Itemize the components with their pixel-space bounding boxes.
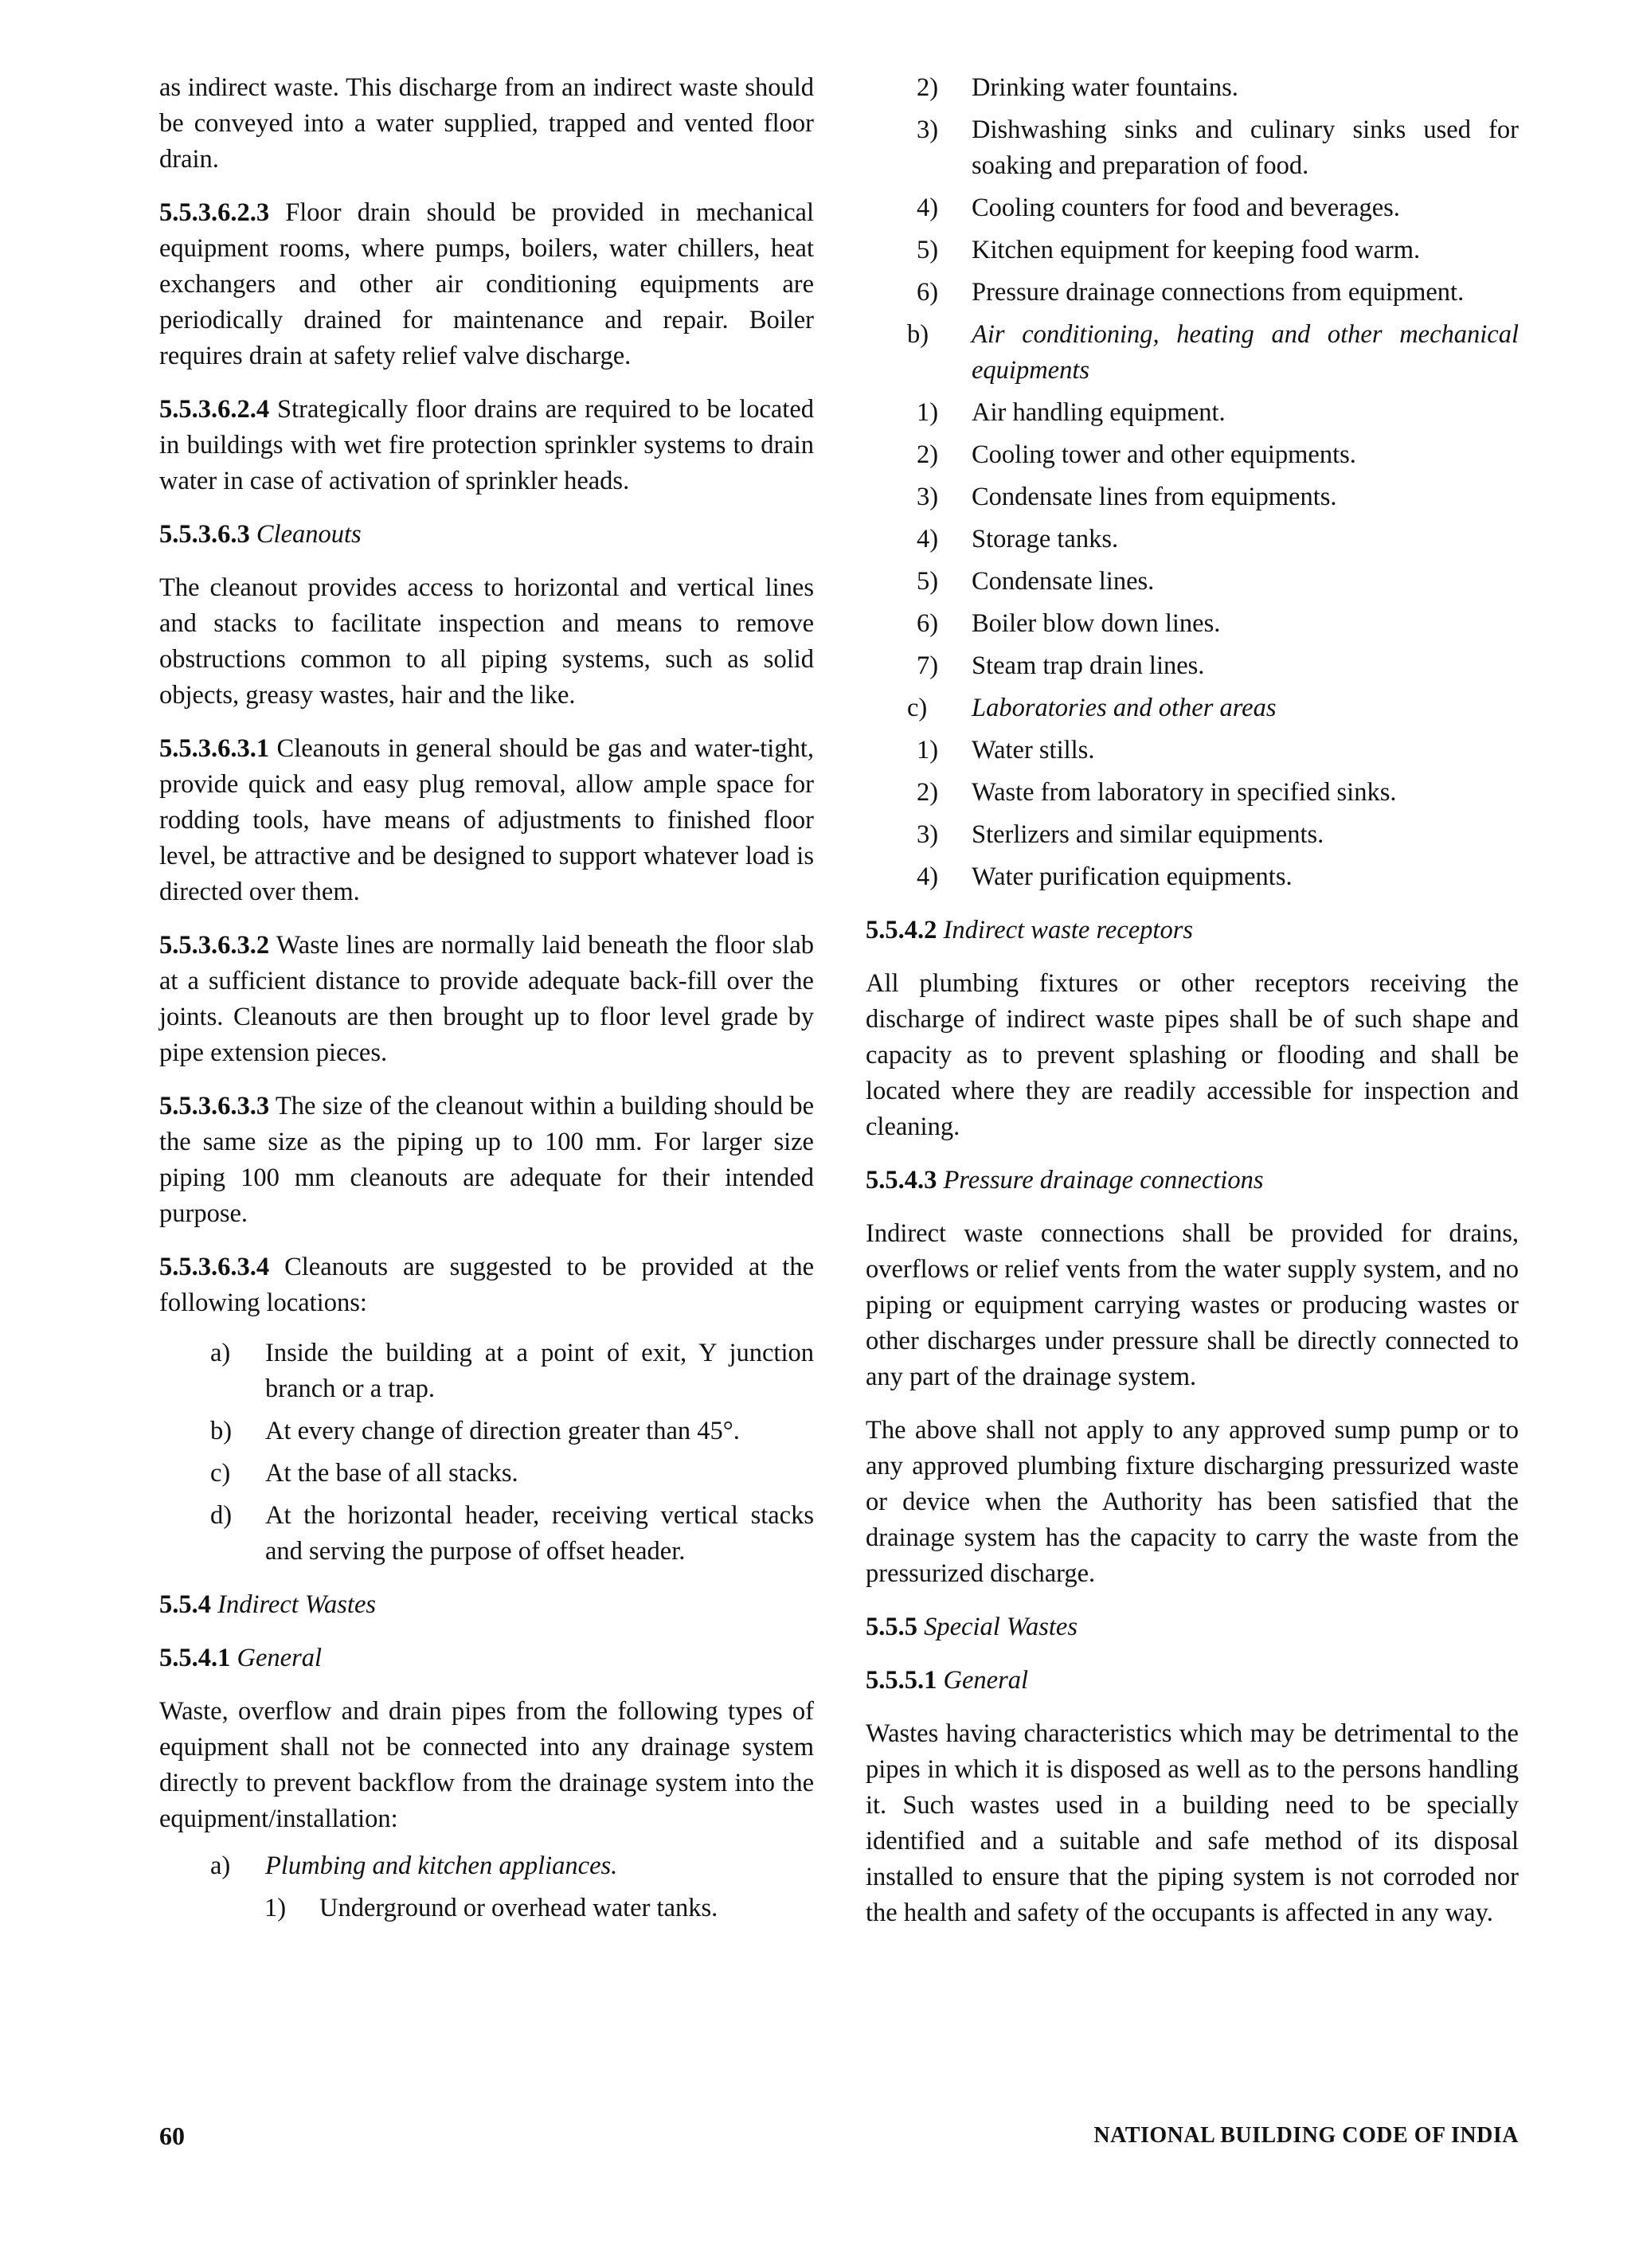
list-item-text: Storage tanks. bbox=[972, 525, 1119, 553]
list-item-text: Condensate lines. bbox=[972, 567, 1155, 596]
list-marker: 2) bbox=[917, 73, 939, 102]
equipment-sublist-a-continued bbox=[866, 70, 1519, 311]
clause-5-5-3-6-3-4 bbox=[159, 1249, 814, 1321]
list-marker: 6) bbox=[917, 278, 939, 307]
clause-text: The size of the cleanout within a building should be the same size as the piping up to 100 mm. For larger size piping 100 mm cleanouts are adequate for their intended purpose. bbox=[159, 1092, 814, 1228]
list-item-title: Air conditioning, heating and other mechanical equipments bbox=[972, 320, 1519, 385]
heading-pressure-drainage-connections bbox=[866, 1163, 1519, 1199]
clause-title: Cleanouts bbox=[256, 520, 362, 549]
clause-number: 5.5.3.6.3 bbox=[159, 520, 250, 549]
list-item bbox=[159, 1335, 814, 1407]
paragraph: Indirect waste connections shall be provided for drains, overflows or relief vents from the water supply system, and no piping or equipment carrying wastes or producing wastes or other discharges under pressure shall be directly connected to any part of the drainage system. bbox=[866, 1219, 1519, 1391]
list-item-text: Cooling tower and other equipments. bbox=[972, 440, 1356, 469]
heading-general bbox=[866, 1663, 1519, 1699]
clause-number: 5.5.3.6.3.3 bbox=[159, 1092, 270, 1120]
list-item-text: At the base of all stacks. bbox=[265, 1459, 518, 1488]
list-item-text: At every change of direction greater than 45°. bbox=[265, 1417, 740, 1445]
list-item-title: Plumbing and kitchen appliances. bbox=[265, 1852, 618, 1880]
list-item bbox=[159, 1414, 814, 1449]
clause-title: Indirect Wastes bbox=[217, 1590, 377, 1619]
equipment-sublist-b bbox=[866, 395, 1519, 684]
list-marker: 4) bbox=[917, 862, 939, 891]
clause-number: 5.5.4 bbox=[159, 1590, 211, 1619]
list-item bbox=[159, 1848, 814, 1884]
list-item bbox=[866, 859, 1519, 895]
list-marker: 6) bbox=[917, 609, 939, 638]
clause-title: General bbox=[943, 1666, 1028, 1695]
clause-text: Floor drain should be provided in mechanical equipment rooms, where pumps, boilers, water chillers, heat exchangers and other air conditioning equipments are periodically drained for maintenance and repair. Boiler requires drain at safety relief valve discharge. bbox=[159, 198, 814, 370]
list-marker: 2) bbox=[917, 778, 939, 807]
publication-title: NATIONAL BUILDING CODE OF INDIA bbox=[1093, 2123, 1519, 2148]
clause-title: Indirect waste receptors bbox=[943, 916, 1193, 944]
heading-general bbox=[159, 1640, 814, 1676]
heading-indirect-waste-receptors bbox=[866, 913, 1519, 948]
equipment-list-a bbox=[159, 1848, 814, 1884]
list-item-text: Inside the building at a point of exit, Y junction branch or a trap. bbox=[265, 1339, 814, 1403]
clause-text: Strategically floor drains are required to be located in buildings with wet fire protection sprinkler systems to drain water in case of activation of sprinkler heads. bbox=[159, 395, 815, 495]
paragraph: Wastes having characteristics which may be detrimental to the pipes in which it is disposed as well as to the persons handling it. Such wastes used in a building need to be specially identified and a suitable and safe method of its disposal installed to ensure that the piping system is not corroded nor the health and safety of the occupants is affected in any way. bbox=[866, 1719, 1519, 1927]
clause-5-5-3-6-2-3 bbox=[159, 195, 814, 374]
clause-number: 5.5.4.2 bbox=[866, 916, 937, 944]
list-item-text: Dishwashing sinks and culinary sinks used for soaking and preparation of food. bbox=[972, 115, 1519, 180]
list-item-text: Water stills. bbox=[972, 736, 1095, 764]
list-marker: 5) bbox=[917, 236, 939, 264]
list-item-text: Waste from laboratory in specified sinks. bbox=[972, 778, 1397, 807]
list-item bbox=[866, 437, 1519, 473]
list-item-text: Underground or overhead water tanks. bbox=[319, 1894, 718, 1922]
list-marker: 1) bbox=[264, 1894, 287, 1922]
list-item bbox=[866, 522, 1519, 557]
list-item bbox=[866, 275, 1519, 311]
list-item bbox=[866, 112, 1519, 184]
clause-number: 5.5.5 bbox=[866, 1613, 917, 1641]
list-marker: 3) bbox=[917, 115, 939, 144]
clause-title: General bbox=[237, 1644, 322, 1672]
clause-number: 5.5.3.6.3.2 bbox=[159, 931, 270, 960]
paragraph: The cleanout provides access to horizontal and vertical lines and stacks to facilitate inspection and means to remove obstructions common to all piping systems, such as solid objects, greasy wastes, hair and the like. bbox=[159, 573, 814, 710]
list-item-text: Sterlizers and similar equipments. bbox=[972, 820, 1324, 849]
clause-5-5-3-6-2-4 bbox=[159, 392, 814, 499]
equipment-sublist-c bbox=[866, 733, 1519, 895]
list-marker: 3) bbox=[917, 820, 939, 849]
list-item bbox=[213, 1891, 814, 1926]
clause-number: 5.5.3.6.3.4 bbox=[159, 1253, 270, 1281]
clause-number: 5.5.4.3 bbox=[866, 1166, 937, 1195]
list-marker: 5) bbox=[917, 567, 939, 596]
paragraph: Waste, overflow and drain pipes from the following types of equipment shall not be connected into any drainage system directly to prevent backflow from the drainage system into the equipment/installation: bbox=[159, 1697, 814, 1833]
equipment-list-c bbox=[866, 690, 1519, 726]
list-item bbox=[866, 317, 1519, 389]
list-item-text: Boiler blow down lines. bbox=[972, 609, 1221, 638]
list-marker: 4) bbox=[917, 525, 939, 553]
page-number: 60 bbox=[159, 2121, 185, 2150]
list-item-text: Air handling equipment. bbox=[972, 398, 1226, 427]
clause-text: Cleanouts are suggested to be provided at the following locations: bbox=[159, 1253, 815, 1317]
clause-5-5-3-6-3-2 bbox=[159, 928, 814, 1071]
paragraph: as indirect waste. This discharge from an indirect waste should be conveyed into a water supplied, trapped and vented floor drain. bbox=[159, 73, 814, 174]
list-item bbox=[866, 733, 1519, 768]
list-item bbox=[866, 606, 1519, 642]
list-item bbox=[866, 648, 1519, 684]
list-marker: a) bbox=[210, 1339, 231, 1367]
list-item-text: Cooling counters for food and beverages. bbox=[972, 194, 1400, 222]
right-column bbox=[866, 70, 1519, 1949]
list-marker: 2) bbox=[917, 440, 939, 469]
list-item bbox=[866, 690, 1519, 726]
list-item-text: Water purification equipments. bbox=[972, 862, 1293, 891]
list-item bbox=[866, 564, 1519, 600]
clause-text: Waste lines are normally laid beneath the floor slab at a sufficient distance to provide adequate back-fill over the joints. Cleanouts are then brought up to floor level grade by pipe extension pieces. bbox=[159, 931, 814, 1067]
list-item bbox=[866, 190, 1519, 226]
list-marker: b) bbox=[907, 320, 929, 349]
clause-5-5-3-6-3-3 bbox=[159, 1089, 814, 1232]
left-column bbox=[159, 70, 814, 1944]
list-item bbox=[866, 395, 1519, 431]
list-marker: b) bbox=[210, 1417, 233, 1445]
clause-number: 5.5.5.1 bbox=[866, 1666, 937, 1695]
list-item-text: Kitchen equipment for keeping food warm. bbox=[972, 236, 1421, 264]
list-item-text: Steam trap drain lines. bbox=[972, 651, 1205, 680]
list-item bbox=[866, 233, 1519, 268]
list-item bbox=[866, 775, 1519, 811]
list-item bbox=[159, 1498, 814, 1570]
cleanout-locations-list bbox=[159, 1335, 814, 1570]
clause-text: Cleanouts in general should be gas and water-tight, provide quick and easy plug removal, allow ample space for rodding tools, have means of adjustments to finished floor level, be attractive and be designed to support whatever load is directed over them. bbox=[159, 734, 814, 906]
list-marker: d) bbox=[210, 1501, 233, 1530]
list-marker: 1) bbox=[917, 736, 939, 764]
heading-special-wastes bbox=[866, 1609, 1519, 1645]
list-item bbox=[866, 479, 1519, 515]
clause-number: 5.5.3.6.2.3 bbox=[159, 198, 270, 227]
list-item-text: Pressure drainage connections from equipment. bbox=[972, 278, 1465, 307]
list-marker: c) bbox=[210, 1459, 231, 1488]
equipment-sublist-a bbox=[213, 1891, 814, 1926]
clause-title: Pressure drainage connections bbox=[943, 1166, 1264, 1195]
equipment-list-b bbox=[866, 317, 1519, 389]
list-item bbox=[159, 1456, 814, 1492]
heading-indirect-wastes bbox=[159, 1587, 814, 1623]
list-marker: 4) bbox=[917, 194, 939, 222]
list-marker: c) bbox=[907, 694, 928, 722]
list-item-text: Condensate lines from equipments. bbox=[972, 483, 1337, 511]
list-marker: 7) bbox=[917, 651, 939, 680]
clause-number: 5.5.3.6.2.4 bbox=[159, 395, 270, 424]
paragraph: The above shall not apply to any approved sump pump or to any approved plumbing fixture discharging pressurized waste or device when the Authority has been satisfied that the drainage system has the capacity to carry the waste from the pressurized discharge. bbox=[866, 1416, 1519, 1588]
list-item-text: At the horizontal header, receiving vertical stacks and serving the purpose of offset header. bbox=[265, 1501, 814, 1566]
list-marker: a) bbox=[210, 1852, 231, 1880]
list-marker: 1) bbox=[917, 398, 939, 427]
list-item bbox=[866, 817, 1519, 853]
list-item-text: Drinking water fountains. bbox=[972, 73, 1238, 102]
clause-number: 5.5.3.6.3.1 bbox=[159, 734, 270, 763]
list-marker: 3) bbox=[917, 483, 939, 511]
clause-number: 5.5.4.1 bbox=[159, 1644, 231, 1672]
list-item bbox=[866, 70, 1519, 106]
clause-title: Special Wastes bbox=[924, 1613, 1078, 1641]
paragraph: All plumbing fixtures or other receptors receiving the discharge of indirect waste pipes shall be of such shape and capacity as to prevent splashing or flooding and shall be located where they are readily accessible for inspection and cleaning. bbox=[866, 969, 1519, 1141]
heading-cleanouts bbox=[159, 517, 814, 553]
list-item-title: Laboratories and other areas bbox=[972, 694, 1277, 722]
clause-5-5-3-6-3-1 bbox=[159, 731, 814, 910]
